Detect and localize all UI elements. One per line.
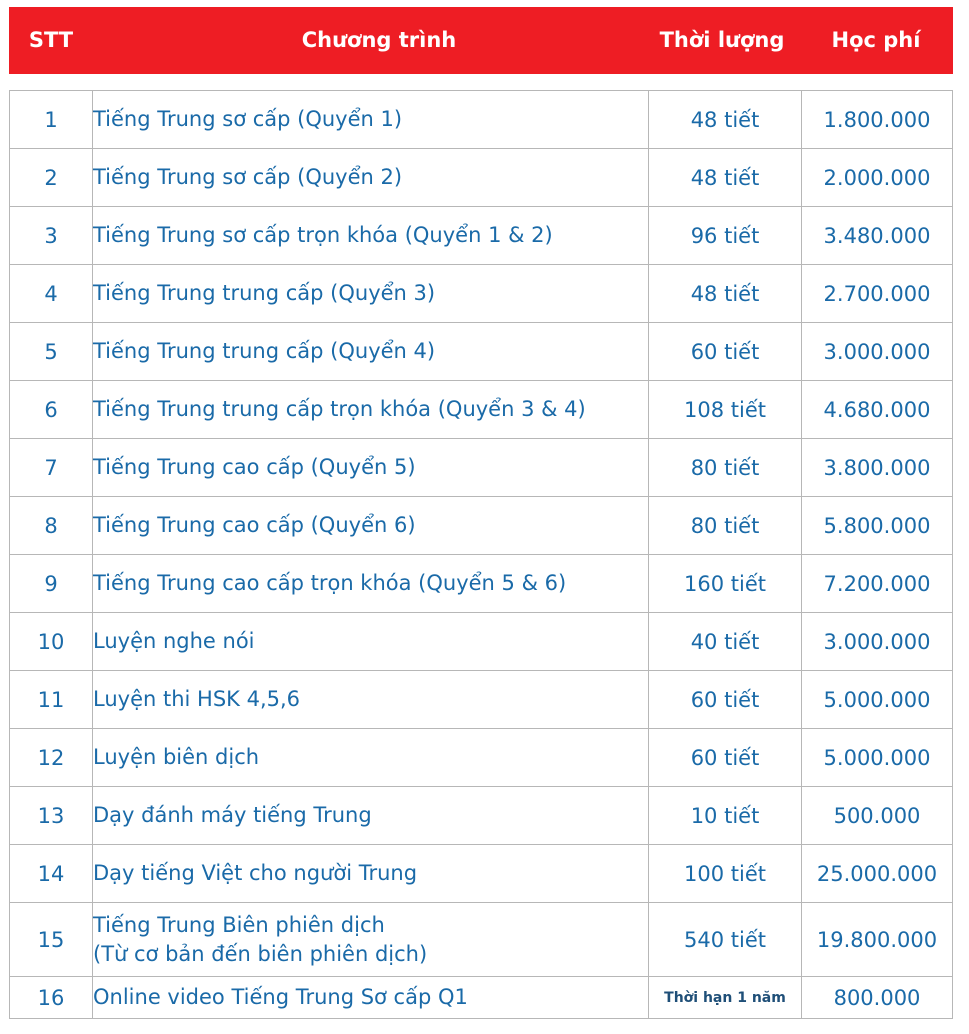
header-duration: Thời lượng [659, 28, 785, 52]
row-fee: 5.000.000 [802, 729, 953, 787]
row-fee: 7.200.000 [802, 555, 953, 613]
row-program: Tiếng Trung sơ cấp (Quyển 1) [93, 91, 649, 149]
table-row [10, 323, 953, 381]
row-duration: 96 tiết [649, 207, 802, 265]
row-duration: 160 tiết [649, 555, 802, 613]
table-row [10, 439, 953, 497]
row-stt: 7 [10, 439, 93, 497]
table-row [10, 91, 953, 149]
row-stt: 15 [10, 903, 93, 977]
row-program: Luyện biên dịch [93, 729, 649, 787]
row-stt: 2 [10, 149, 93, 207]
table-row [10, 845, 953, 903]
row-fee: 3.000.000 [802, 613, 953, 671]
course-fee-table [9, 90, 953, 1019]
row-duration: 48 tiết [649, 149, 802, 207]
row-program: Luyện thi HSK 4,5,6 [93, 671, 649, 729]
row-stt: 14 [10, 845, 93, 903]
row-fee: 500.000 [802, 787, 953, 845]
row-program-line1: Tiếng Trung Biên phiên dịch [93, 912, 385, 937]
row-stt: 3 [10, 207, 93, 265]
row-duration: 60 tiết [649, 671, 802, 729]
row-stt: 6 [10, 381, 93, 439]
row-duration: 100 tiết [649, 845, 802, 903]
row-program: Tiếng Trung sơ cấp trọn khóa (Quyển 1 & 2) [93, 207, 649, 265]
table-row [10, 149, 953, 207]
table-row [10, 787, 953, 845]
row-program [93, 903, 649, 977]
row-program: Luyện nghe nói [93, 613, 649, 671]
row-fee: 2.000.000 [802, 149, 953, 207]
row-fee: 1.800.000 [802, 91, 953, 149]
row-stt: 12 [10, 729, 93, 787]
row-stt: 8 [10, 497, 93, 555]
row-program: Online video Tiếng Trung Sơ cấp Q1 [93, 977, 649, 1019]
row-stt: 9 [10, 555, 93, 613]
table-row [10, 903, 953, 977]
header-fee: Học phí [831, 28, 921, 52]
row-fee: 3.000.000 [802, 323, 953, 381]
row-fee: 5.000.000 [802, 671, 953, 729]
row-duration: 540 tiết [649, 903, 802, 977]
row-duration: 80 tiết [649, 439, 802, 497]
header-program: Chương trình [301, 28, 457, 52]
row-duration: 40 tiết [649, 613, 802, 671]
table-row [10, 265, 953, 323]
row-duration: 108 tiết [649, 381, 802, 439]
table-header [9, 7, 953, 74]
row-program: Tiếng Trung cao cấp trọn khóa (Quyển 5 & 6) [93, 555, 649, 613]
row-fee: 800.000 [802, 977, 953, 1019]
row-duration: 60 tiết [649, 729, 802, 787]
row-duration: 48 tiết [649, 91, 802, 149]
row-program: Dạy đánh máy tiếng Trung [93, 787, 649, 845]
table-row [10, 613, 953, 671]
row-duration: Thời hạn 1 năm [649, 977, 802, 1019]
row-fee: 25.000.000 [802, 845, 953, 903]
row-program: Tiếng Trung trung cấp (Quyển 3) [93, 265, 649, 323]
row-stt: 1 [10, 91, 93, 149]
table-row [10, 729, 953, 787]
row-fee: 2.700.000 [802, 265, 953, 323]
table-row [10, 207, 953, 265]
row-duration: 10 tiết [649, 787, 802, 845]
row-fee: 3.800.000 [802, 439, 953, 497]
row-program: Tiếng Trung cao cấp (Quyển 6) [93, 497, 649, 555]
row-program: Tiếng Trung sơ cấp (Quyển 2) [93, 149, 649, 207]
row-fee: 3.480.000 [802, 207, 953, 265]
row-fee: 19.800.000 [802, 903, 953, 977]
row-stt: 4 [10, 265, 93, 323]
row-fee: 5.800.000 [802, 497, 953, 555]
table-row [10, 671, 953, 729]
row-program: Dạy tiếng Việt cho người Trung [93, 845, 649, 903]
row-duration: 48 tiết [649, 265, 802, 323]
table-row [10, 381, 953, 439]
row-program: Tiếng Trung trung cấp trọn khóa (Quyển 3 & 4) [93, 381, 649, 439]
row-duration: 80 tiết [649, 497, 802, 555]
header-stt: STT [28, 28, 74, 52]
row-stt: 16 [10, 977, 93, 1019]
row-stt: 10 [10, 613, 93, 671]
table-row [10, 977, 953, 1019]
table-row [10, 555, 953, 613]
table-row [10, 497, 953, 555]
row-fee: 4.680.000 [802, 381, 953, 439]
row-stt: 13 [10, 787, 93, 845]
row-stt: 5 [10, 323, 93, 381]
row-program: Tiếng Trung cao cấp (Quyển 5) [93, 439, 649, 497]
row-duration: 60 tiết [649, 323, 802, 381]
row-program-line2: (Từ cơ bản đến biên phiên dịch) [93, 941, 428, 966]
row-program: Tiếng Trung trung cấp (Quyển 4) [93, 323, 649, 381]
row-stt: 11 [10, 671, 93, 729]
